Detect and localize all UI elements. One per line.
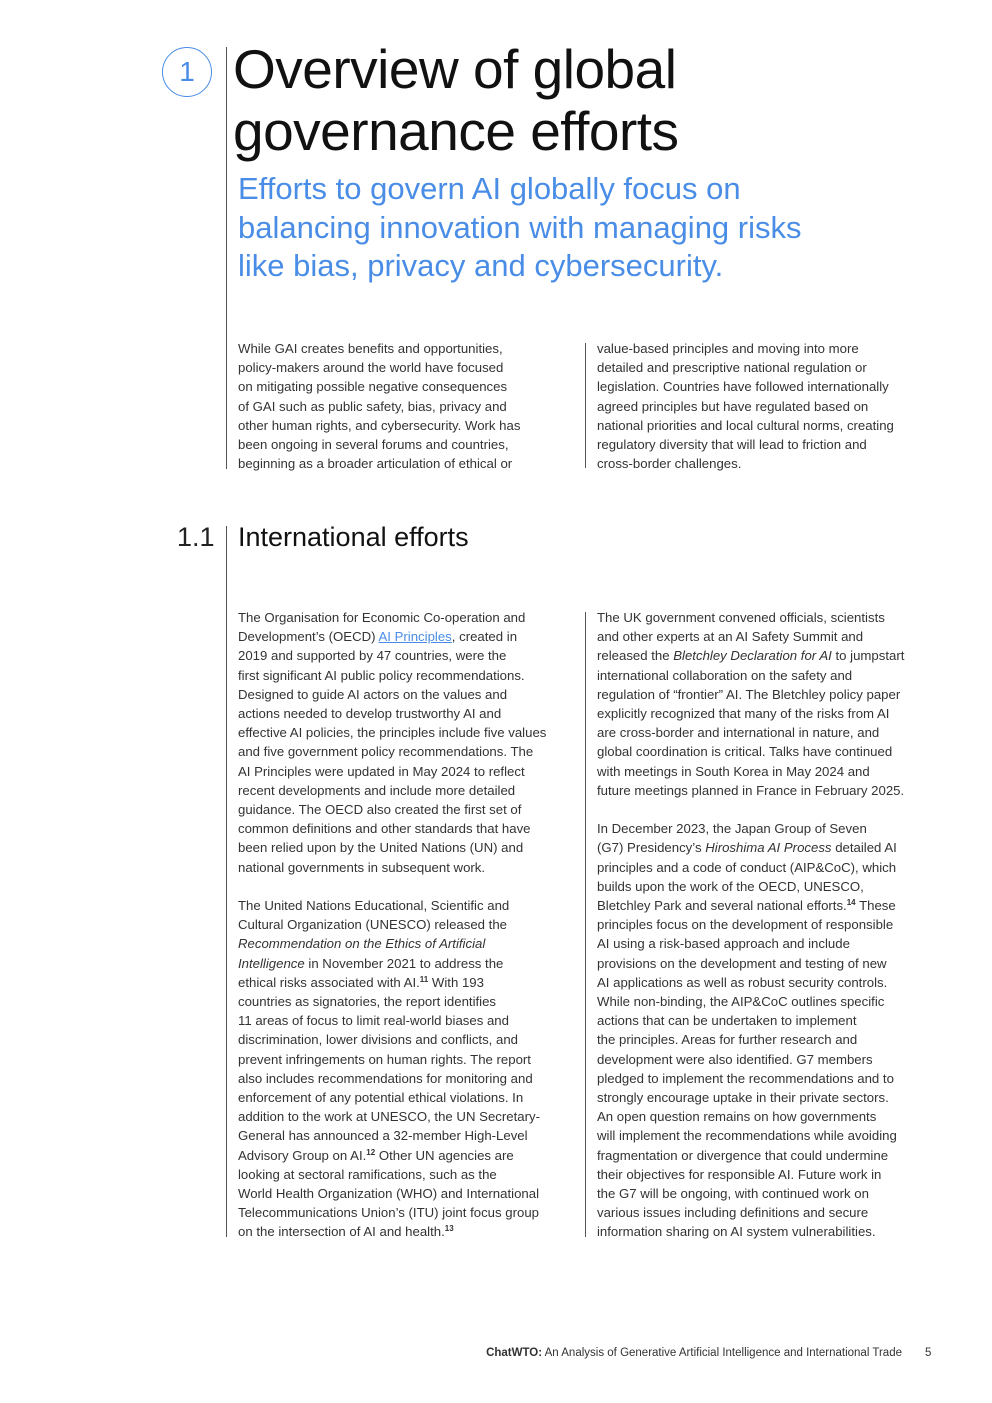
text-line: value-based principles and moving into more — [597, 341, 859, 356]
uk-paragraph: The UK government convened officials, scientists and other experts at an AI Safety Summit and released the Bletchley Declaration for AI to jumpstart international collaboration on the safety and regulation of “frontier” AI. The Bletchley policy paper explicitly recognized that many of the risks from AI are cross-border and international in nature, and global coordination is critical. Talks have continued with meetings in South Korea in May 2024 and future meetings planned in France in February 2025. — [597, 610, 905, 798]
text-line: strongly encourage uptake in their private sectors. — [597, 1090, 889, 1106]
text-line: regulatory diversity that will lead to friction and — [597, 437, 867, 453]
text-line: 2019 and supported by 47 countries, were the — [238, 648, 507, 664]
text-line: Telecommunications Union’s (ITU) joint focus group — [238, 1205, 539, 1221]
intro-column-divider — [585, 343, 586, 468]
body-column-left — [238, 608, 583, 1242]
text-line: prevent infringements on human rights. The report — [238, 1051, 531, 1067]
text-line: recent developments and include more detailed — [238, 782, 516, 798]
intro-paragraph-right — [597, 339, 942, 473]
page-subtitle: Efforts to govern AI globally focus on balancing innovation with managing risks like bias, privacy and cybersecurity. — [238, 171, 802, 283]
text-line: international collaboration on the safety and — [597, 667, 853, 683]
text-line: their objectives for responsible AI. Future work in — [597, 1166, 882, 1182]
footer-brand: ChatWTO: — [486, 1347, 543, 1359]
intro-column-right — [597, 339, 942, 473]
text-line: been ongoing in several forums and countries, — [238, 437, 509, 453]
text-line: agreed principles but have regulated based on — [597, 398, 869, 414]
text-line: pledged to implement the recommendations and to — [597, 1070, 894, 1086]
text-line: information sharing on AI system vulnerabilities. — [597, 1224, 876, 1240]
text-line: cross-border challenges. — [597, 456, 742, 472]
page-footer — [486, 1347, 902, 1359]
text-line: 11 areas of focus to limit real-world biases and — [238, 1013, 509, 1029]
text-line: legislation. Countries have followed internationally — [597, 379, 889, 395]
text-line: future meetings planned in France in February 2025. — [597, 782, 905, 798]
text-line: and five government policy recommendations. The — [238, 744, 534, 760]
japan-paragraph: In December 2023, the Japan Group of Seven (G7) Presidency’s Hiroshima AI Process detailed AI principles and a code of conduct (AIP&CoC), which builds upon the work of the OECD, UNESCO, Bletchley Park and several national efforts.$^{14}$ These principles focus on the development of responsible AI using a risk-based approach and include provisions on the development and testing of new AI applications as well as robust security controls. While non-binding, the AIP&CoC outlines specific actions that can be undertaken to implement the principles. Areas for further research and development were also identified. G7 members pledged to implement the recommendations and to strongly encourage uptake in their private sectors. An open question remains on how governments will implement the recommendations while avoiding fragmentation or divergence that could undermine their objectives for responsible AI. Future work in the G7 will be ongoing, with continued work on various issues including definitions and secure information sharing on AI system vulnerabilities. — [597, 821, 897, 1240]
text-line: on mitigating possible negative consequences — [238, 379, 508, 395]
section-title: International efforts — [238, 522, 469, 552]
text-line: AI Principles were updated in May 2024 to reflect — [238, 763, 525, 779]
text-line: provisions on the development and testing of new — [597, 955, 887, 971]
text-line: countries as signatories, the report identifies — [238, 994, 497, 1010]
text-line: General has announced a 32-member High-Level — [238, 1128, 528, 1144]
text-line: beginning as a broader articulation of ethical or — [238, 456, 513, 472]
intro-paragraph-left — [238, 339, 583, 473]
footnote-ref[interactable]: 14 — [846, 898, 856, 908]
section-divider — [226, 526, 227, 1237]
text-line: also includes recommendations for monitoring and — [238, 1070, 533, 1086]
text-line: will implement the recommendations while avoiding — [597, 1128, 897, 1144]
text-line: national priorities and local cultural norms, creating — [597, 417, 894, 433]
page-number: 5 — [925, 1347, 932, 1359]
intro-column-left — [238, 339, 583, 473]
body-column-right — [597, 608, 942, 1242]
text-line: with meetings in South Korea in May 2024 and — [597, 763, 870, 779]
footnote-ref[interactable]: 12 — [366, 1147, 376, 1157]
text-line: effective AI policies, the principles include five values — [238, 725, 547, 741]
chapter-number-badge: 1 — [162, 47, 212, 97]
text-line: actions that can be undertaken to implement — [597, 1013, 857, 1029]
text-line: principles focus on the development of responsible — [597, 917, 894, 933]
text-line: first significant AI public policy recommendations. — [238, 667, 525, 683]
text-line: discrimination, lower divisions and conflicts, and — [238, 1032, 518, 1048]
text-line: been relied upon by the United Nations (UN) and — [238, 840, 524, 856]
text-line: enforcement of any potential ethical violations. In — [238, 1090, 524, 1106]
text-line: development were also identified. G7 members — [597, 1051, 873, 1067]
ai-principles-link[interactable]: AI Principles — [378, 629, 452, 645]
text-line: builds upon the work of the OECD, UNESCO, — [597, 878, 864, 894]
text-line: Designed to guide AI actors on the values and — [238, 686, 508, 702]
text-line: global coordination is critical. Talks have continued — [597, 744, 893, 760]
text-line: An open question remains on how governments — [597, 1109, 877, 1125]
text-line: guidance. The OECD also created the first set of — [238, 802, 522, 818]
footer-title: An Analysis of Generative Artificial Intelligence and International Trade — [542, 1347, 902, 1359]
text-line: common definitions and other standards that have — [238, 821, 531, 837]
section-number: 1.1 — [177, 522, 215, 552]
text-line: AI using a risk-based approach and include — [597, 936, 850, 952]
text-line: national governments in subsequent work. — [238, 859, 486, 875]
text-line: explicitly recognized that many of the risks from AI — [597, 706, 890, 722]
footnote-ref[interactable]: 11 — [419, 974, 429, 984]
text-line: While non-binding, the AIP&CoC outlines specific — [597, 994, 885, 1010]
text-line: policy-makers around the world have focused — [238, 360, 504, 376]
text-line: the principles. Areas for further research and — [597, 1032, 858, 1048]
footnote-ref[interactable]: 13 — [444, 1224, 454, 1234]
text-line: AI applications as well as robust security controls. — [597, 974, 888, 990]
text-line: While GAI creates benefits and opportunities, — [238, 341, 503, 356]
text-line: actions needed to develop trustworthy AI and — [238, 706, 502, 722]
page-title: Overview of global governance efforts — [233, 38, 679, 162]
unesco-paragraph: The United Nations Educational, Scientific and Cultural Organization (UNESCO) released the Recommendation on the Ethics of Artificial Intelligence in November 2021 to address the ethical risks associated with AI.$^{11}$ With 193 countries as signatories, the report identifies 11 areas of focus to limit real-world biases and discrimination, lower divisions and conflicts, and prevent infringements on human rights. The report also includes recommendations for monitoring and enforcement of any potential ethical violations. In addition to the work at UNESCO, the UN Secretary- General has announced a 32-member High-Level Advisory Group on AI.$^{12}$ Other UN agencies are looking at sectoral ramifications, such as the World Health Organization (WHO) and International Telecommunications Union’s (ITU) joint focus group on the intersection of AI and health.$^{13}$ — [238, 898, 540, 1240]
body-column-divider — [585, 612, 586, 1237]
text-line: looking at sectoral ramifications, such as the — [238, 1166, 497, 1182]
text-line: are cross-border and international in nature, and — [597, 725, 880, 741]
text-line: other human rights, and cybersecurity. Work has — [238, 417, 521, 433]
text-line: various issues including definitions and secure — [597, 1205, 869, 1221]
text-line: World Health Organization (WHO) and International — [238, 1186, 540, 1202]
chapter-divider — [226, 47, 227, 469]
text-line: fragmentation or divergence that could undermine — [597, 1147, 889, 1163]
text-line: regulation of “frontier” AI. The Bletchley policy paper — [597, 686, 901, 702]
text-line: the G7 will be ongoing, with continued work on — [597, 1186, 869, 1202]
text-line: principles and a code of conduct (AIP&CoC), which — [597, 859, 897, 875]
text-line: of GAI such as public safety, bias, privacy and — [238, 398, 507, 414]
text-line: detailed and prescriptive national regulation or — [597, 360, 867, 376]
oecd-paragraph: The Organisation for Economic Co-operation and Development’s (OECD) AI Principles, created in 2019 and supported by 47 countries, were the first significant AI public policy recommendations. Designed to guide AI actors on the values and actions needed to develop trustworthy AI and effective AI policies, the principles include five values and five government policy recommendations. The AI Principles were updated in May 2024 to reflect recent developments and include more detailed guidance. The OECD also created the first set of common definitions and other standards that have been relied upon by the United Nations (UN) and national governments in subsequent work. — [238, 610, 547, 875]
text-line: addition to the work at UNESCO, the UN Secretary- — [238, 1109, 540, 1125]
